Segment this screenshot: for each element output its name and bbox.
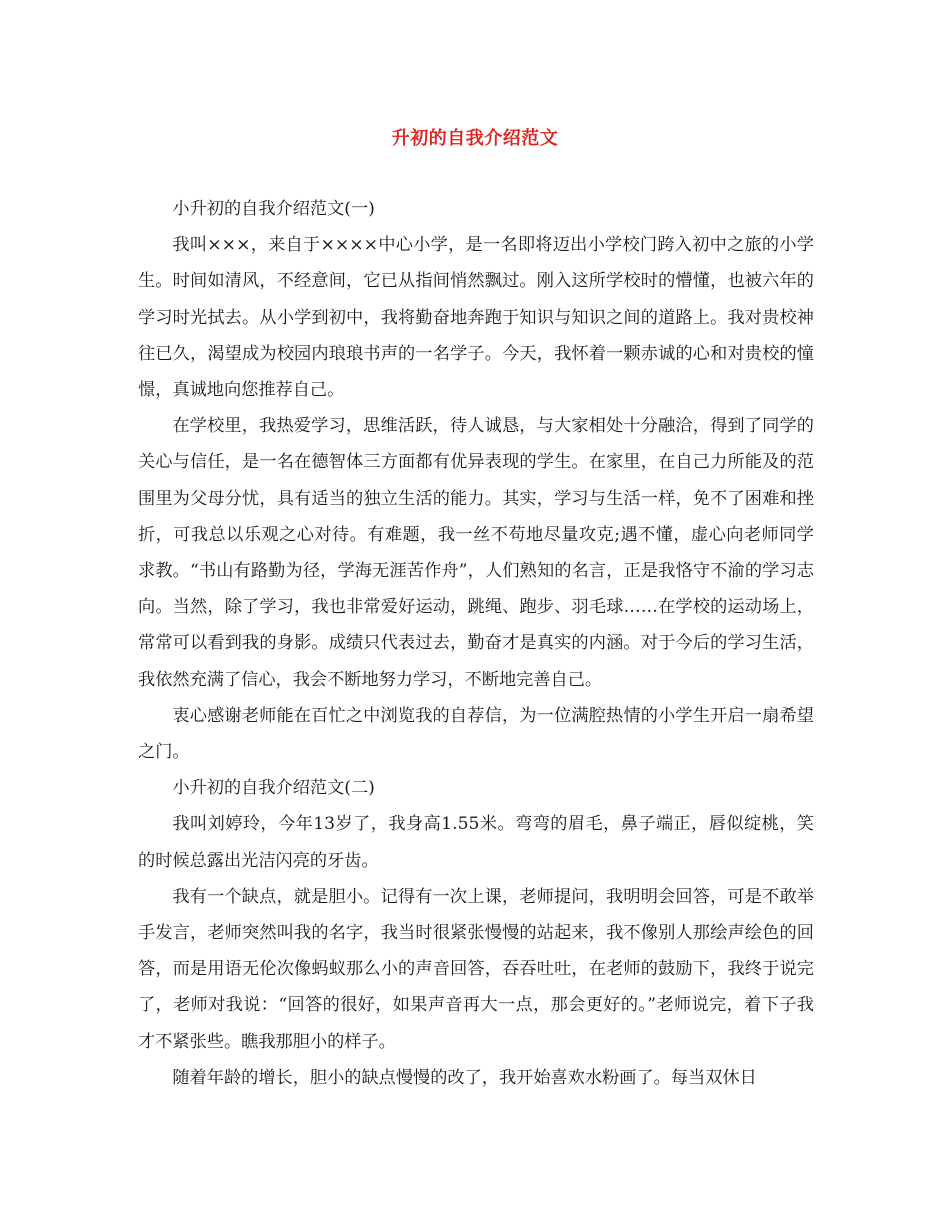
paragraph-thanks: 衷心感谢老师能在百忙之中浏览我的自荐信，为一位满腔热情的小学生开启一扇希望之门。 <box>138 705 814 763</box>
section-heading-1: 小升初的自我介绍范文(一) <box>172 199 375 219</box>
document-title: 升初的自我介绍范文 <box>391 128 559 149</box>
paragraph-school: 在学校里，我热爱学习，思维活跃，待人诚恳，与大家相处十分融洽，得到了同学的关心与信任，是一名在德智体三方面都有优异表现的学生。在家里，在自己力所能及的范围里为父母分忧，具有适当的独立生活的能力。其实，学习与生活一样，免不了困难和挫折，可我总以乐观之心对待。有难题，我一丝不苟地尽量攻克;遇不懂，虚心向老师同学求教。“书山有路勤为径，学海无涯苦作舟”，人们熟知的名言，正是我恪守不渝的学习志向。当然，除了学习，我也非常爱好运动，跳绳、跑步、羽毛球……在学校的运动场上，常常可以看到我的身影。成绩只代表过去，勤奋才是真实的内涵。对于今后的学习生活，我依然充满了信心，我会不断地努力学习，不断地完善自己。 <box>138 416 814 690</box>
document-body <box>138 191 814 1096</box>
paragraph-self: 我叫刘婷玲，今年13岁了，我身高1.55米。弯弯的眉毛，鼻子端正，唇似绽桃，笑的时候总露出光洁闪亮的牙齿。 <box>138 814 814 871</box>
paragraph-shy: 我有一个缺点，就是胆小。记得有一次上课，老师提问，我明明会回答，可是不敢举手发言，老师突然叫我的名字，我当时很紧张慢慢的站起来，我不像别人那绘声绘色的回答，而是用语无伦次像蚂蚁那么小的声音回答，吞吞吐吐，在老师的鼓励下，我终于说完了，老师对我说：“回答的很好，如果声音再大一点，那会更好的。”老师说完，着下子我才不紧张些。瞧我那胆小的样子。 <box>138 886 814 1052</box>
paragraph-intro: 我叫×××，来自于××××中心小学，是一名即将迈出小学校门跨入初中之旅的小学生。时间如清风，不经意间，它已从指间悄然飘过。刚入这所学校时的懵懂，也被六年的学习时光拭去。从小学到初中，我将勤奋地奔跑于知识与知识之间的道路上。我对贵校神往已久，渴望成为校园内琅琅书声的一名学子。今天，我怀着一颗赤诚的心和对贵校的憧憬，真诚地向您推荐自己。 <box>138 235 814 401</box>
paragraph-growth: 随着年龄的增长，胆小的缺点慢慢的改了，我开始喜欢水粉画了。每当双休日 <box>172 1067 757 1088</box>
section-heading-2: 小升初的自我介绍范文(二) <box>172 778 375 799</box>
